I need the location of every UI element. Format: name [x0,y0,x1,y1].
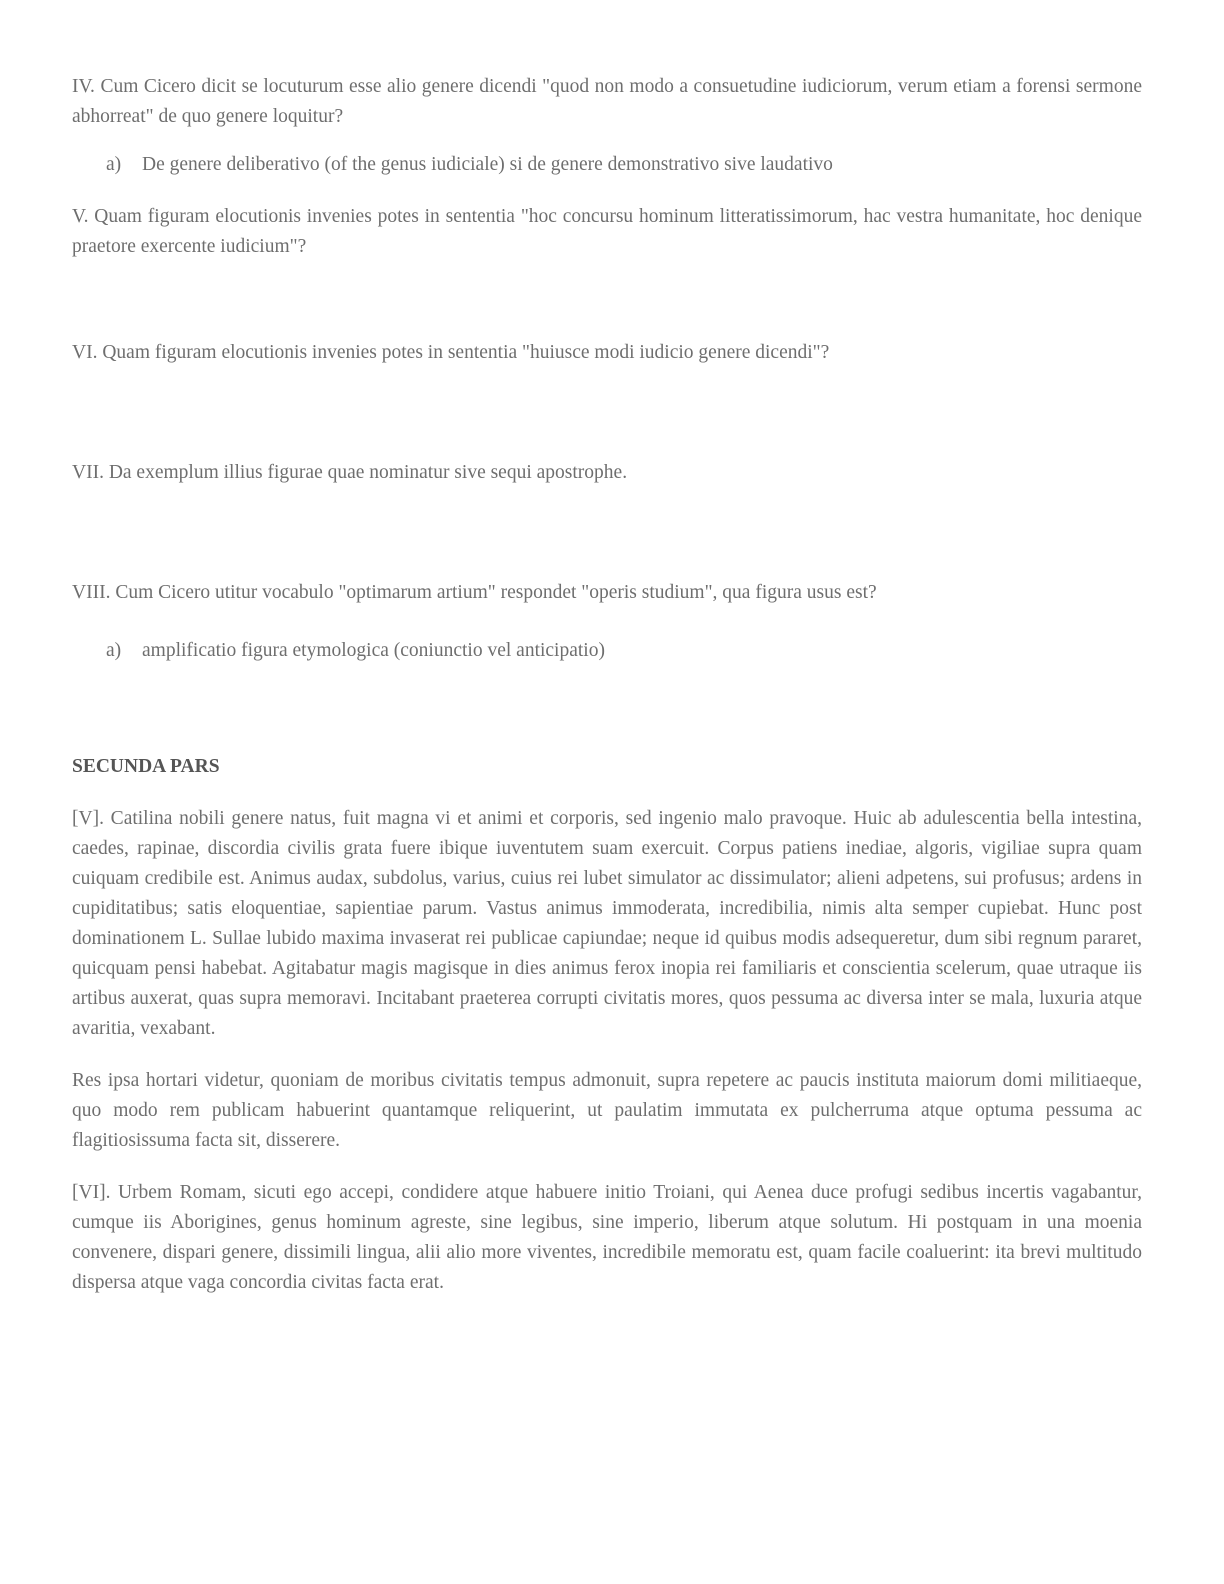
answer-4-label: a) [106,154,122,175]
section-heading: SECUNDA PARS [72,756,220,777]
paragraph-1: [V]. Catilina nobili genere natus, fuit magna vi et animi et corporis, sed ingenio malo pravoque. Huic ab adulescentia bella intestina, caedes, rapinae, discordia civilis grata fuere ibique iuventutem suam exercuit. Corpus patiens inediae, algoris, vigiliae supra quam cuiquam credibile est. Animus audax, subdolus, varius, cuius rei lubet simulator ac dissimulator; alieni adpetens, sui profusus; ardens in cupiditatibus; satis eloquentiae, sapientiae parum. Vastus animus immoderata, incredibilia, nimis alta semper cupiebat. Hunc post dominationem L. Sullae lubido maxima invaserat rei publicae capiundae; neque id quibus modis adsequeretur, dum sibi regnum pararet, quicquam pensi habebat. Agitabatur magis magisque in dies animus ferox inopia rei familiaris et conscientia scelerum, quae utraque iis artibus auxerat, quas supra memoravi. Incitabant praeterea corrupti civitatis mores, quos pessuma ac diversa inter se mala, luxuria atque avaritia, vexabant. [72,808,1142,1039]
document-page [72,72,1142,1298]
paragraph-3: [VI]. Urbem Romam, sicuti ego accepi, condidere atque habuere initio Troiani, qui Aenea duce profugi sedibus incertis vagabantur, cumque iis Aborigines, genus hominum agreste, sine legibus, sine imperio, liberum atque solutum. Hi postquam in una moenia convenere, dispari genere, dissimili lingua, alii alio more viventes, incredibile memoratu est, quam facile coaluerint: ita brevi multitudo dispersa atque vaga concordia civitas facta erat. [72,1182,1142,1293]
question-4: IV. Cum Cicero dicit se locuturum esse alio genere dicendi "quod non modo a consuetudine iudiciorum, verum etiam a forensi sermone abhorreat" de quo genere loquitur? [72,76,1142,127]
answer-4-text: De genere deliberativo (of the genus iudiciale) si de genere demonstrativo sive laudativo [142,154,833,175]
answer-8-text: amplificatio figura etymologica (coniunctio vel anticipatio) [142,640,605,661]
question-6: VI. Quam figuram elocutionis invenies potes in sententia "huiusce modi iudicio genere dicendi"? [72,342,830,363]
question-7: VII. Da exemplum illius figurae quae nominatur sive sequi apostrophe. [72,462,628,483]
question-5: V. Quam figuram elocutionis invenies potes in sententia "hoc concursu hominum litteratissimorum, hac vestra humanitate, hoc denique praetore exercente iudicium"? [72,206,1142,257]
answer-4 [72,150,1142,180]
question-8: VIII. Cum Cicero utitur vocabulo "optimarum artium" respondet "operis studium", qua figura usus est? [72,582,877,603]
paragraph-2: Res ipsa hortari videtur, quoniam de moribus civitatis tempus admonuit, supra repetere ac paucis instituta maiorum domi militiaeque, quo modo rem publicam habuerint quantamque reliquerint, ut paulatim immutata ex pulcherruma atque optuma pessuma ac flagitiosissuma facta sit, disserere. [72,1070,1142,1151]
answer-8-label: a) [106,640,122,661]
answer-8 [72,636,1142,666]
